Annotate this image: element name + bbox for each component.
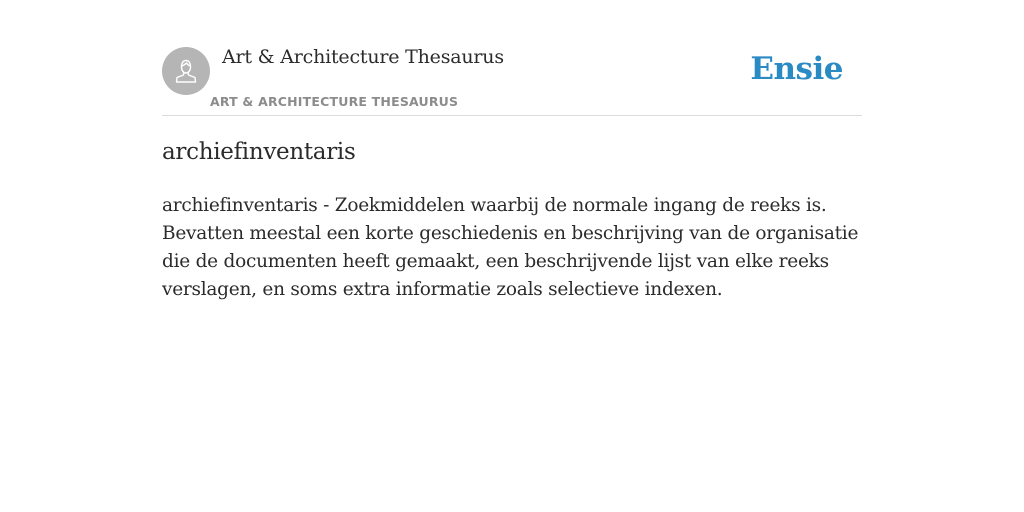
avatar[interactable] bbox=[162, 47, 210, 95]
definition-text: archiefinventaris - Zoekmiddelen waarbij de normale ingang de reeks is. Bevatten meestal een korte geschiedenis en beschrijving van de organisatie die de documenten heeft gemaakt, een beschrijvende lijst van elke reeks verslagen, en soms extra informatie zoals selectieve indexen. bbox=[162, 195, 859, 300]
author-name[interactable]: Art & Architecture Thesaurus bbox=[222, 46, 504, 68]
page-title: archiefinventaris bbox=[162, 139, 356, 165]
page-header bbox=[162, 46, 862, 116]
brand-logo[interactable]: Ensie bbox=[750, 51, 843, 87]
user-icon bbox=[171, 56, 201, 86]
author-subtitle[interactable]: ART & ARCHITECTURE THESAURUS bbox=[210, 94, 459, 109]
